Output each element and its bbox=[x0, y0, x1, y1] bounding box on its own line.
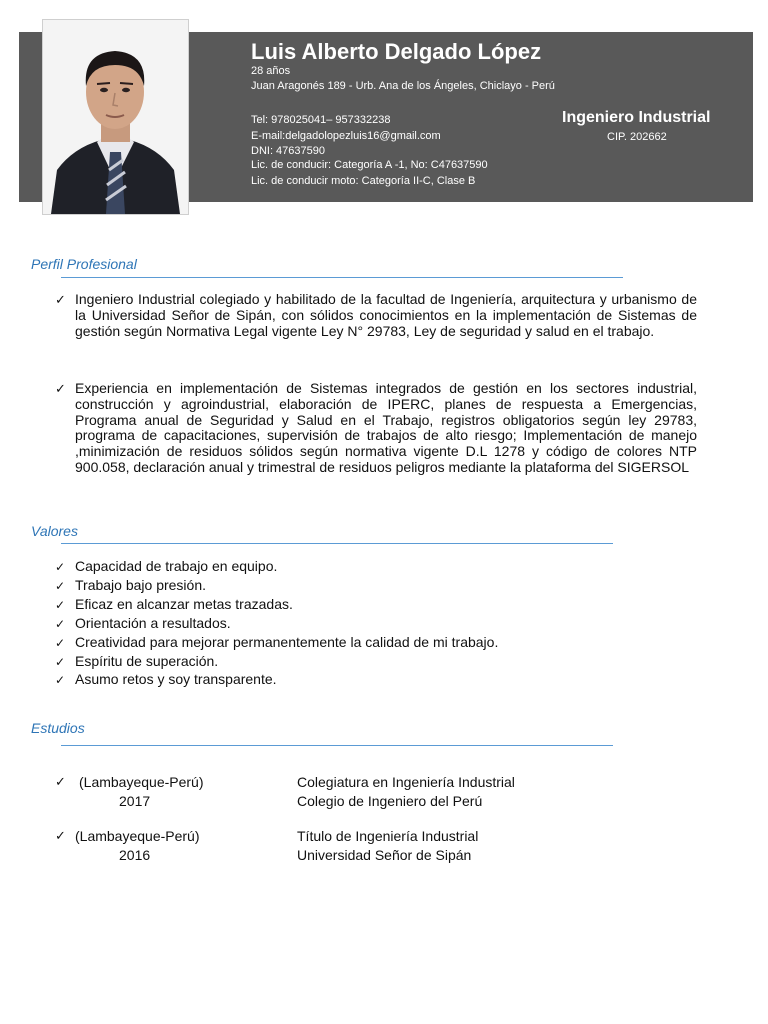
section-title-valores: Valores bbox=[31, 523, 78, 539]
valor-text: Orientación a resultados. bbox=[75, 614, 231, 631]
perfil-item: Ingeniero Industrial colegiado y habilitado de la facultad de Ingeniería, arquitectura y urbanismo de la Universidad Señor de Sipán, con sólidos conocimientos en la implementación de Sistemas de gestión según Normativa Legal vigente Ley N° 29783, Ley de seguridad y salud en el trabajo. bbox=[75, 291, 697, 339]
section-title-perfil: Perfil Profesional bbox=[31, 256, 137, 272]
check-icon: ✓ bbox=[55, 560, 66, 574]
valor-text: Capacidad de trabajo en equipo. bbox=[75, 558, 278, 574]
valor-text: Trabajo bajo presión. bbox=[75, 576, 207, 593]
check-icon: ✓ bbox=[55, 616, 66, 631]
study-institution: Colegio de Ingeniero del Perú bbox=[297, 793, 483, 809]
study-year: 2016 bbox=[119, 847, 151, 863]
study-place: (Lambayeque-Perú) bbox=[75, 828, 200, 844]
study-degree: Colegiatura en Ingeniería Industrial bbox=[297, 774, 515, 790]
check-icon: ✓ bbox=[55, 774, 66, 789]
check-icon: ✓ bbox=[55, 381, 66, 396]
check-icon: ✓ bbox=[55, 578, 66, 593]
section-rule-estudios bbox=[61, 745, 613, 746]
phone-text: Tel: 978025041– 957332238 bbox=[251, 114, 391, 126]
driver-license-text: Lic. de conducir: Categoría A -1, No: C47637590 bbox=[251, 159, 488, 171]
dni-text: DNI: 47637590 bbox=[251, 145, 325, 157]
list-item bbox=[55, 596, 498, 615]
check-icon: ✓ bbox=[55, 828, 66, 843]
check-icon: ✓ bbox=[55, 635, 66, 650]
check-icon: ✓ bbox=[55, 654, 66, 669]
list-item bbox=[55, 577, 498, 596]
check-icon: ✓ bbox=[55, 673, 66, 688]
email-text: E-mail:delgadolopezluis16@gmail.com bbox=[251, 130, 441, 142]
study-place: (Lambayeque-Perú) bbox=[79, 774, 204, 790]
address-text: Juan Aragonés 189 - Urb. Ana de los Ángeles, Chiclayo - Perú bbox=[251, 80, 555, 92]
cip-number: CIP. 202662 bbox=[607, 131, 667, 143]
valores-list bbox=[55, 558, 498, 690]
candidate-name: Luis Alberto Delgado López bbox=[251, 39, 542, 64]
valor-text: Eficaz en alcanzar metas trazadas. bbox=[75, 595, 293, 612]
study-year: 2017 bbox=[119, 793, 151, 809]
list-item bbox=[55, 634, 498, 653]
list-item bbox=[55, 615, 498, 634]
check-icon: ✓ bbox=[55, 292, 66, 307]
section-rule-valores bbox=[61, 543, 613, 544]
perfil-item: Experiencia en implementación de Sistemas integrados de gestión en los sectores industrial, construcción y agroindustrial, elaboración de IPERC, planes de respuesta a Emergencias, Programa anual de Seguridad y Salud en el Trabajo, registros obligatorios según ley 29783, programa de capacitaciones, supervisión de trabajos de alto riesgo; Implementación de manejo ,minimización de residuos sólidos según normativa vigente D.L 1278 y código de colores NTP 900.058, declaración anual y trimestral de residuos peligros mediante la plataforma del SIGERSOL bbox=[75, 380, 697, 475]
profile-photo bbox=[42, 19, 189, 215]
section-title-estudios: Estudios bbox=[31, 720, 85, 736]
profession-title: Ingeniero Industrial bbox=[562, 109, 711, 126]
check-icon: ✓ bbox=[55, 597, 66, 612]
moto-license-text: Lic. de conducir moto: Categoría II-C, Clase B bbox=[251, 175, 476, 187]
study-institution: Universidad Señor de Sipán bbox=[297, 847, 472, 863]
list-item bbox=[55, 671, 498, 690]
valor-text: Espíritu de superación. bbox=[75, 652, 219, 669]
valor-text: Creatividad para mejorar permanentemente la calidad de mi trabajo. bbox=[75, 633, 499, 650]
study-degree: Título de Ingeniería Industrial bbox=[297, 828, 479, 844]
list-item bbox=[55, 558, 498, 577]
age-text: 28 años bbox=[251, 65, 291, 77]
section-rule-perfil bbox=[61, 277, 623, 278]
list-item bbox=[55, 653, 498, 672]
valor-text: Asumo retos y soy transparente. bbox=[75, 671, 277, 688]
